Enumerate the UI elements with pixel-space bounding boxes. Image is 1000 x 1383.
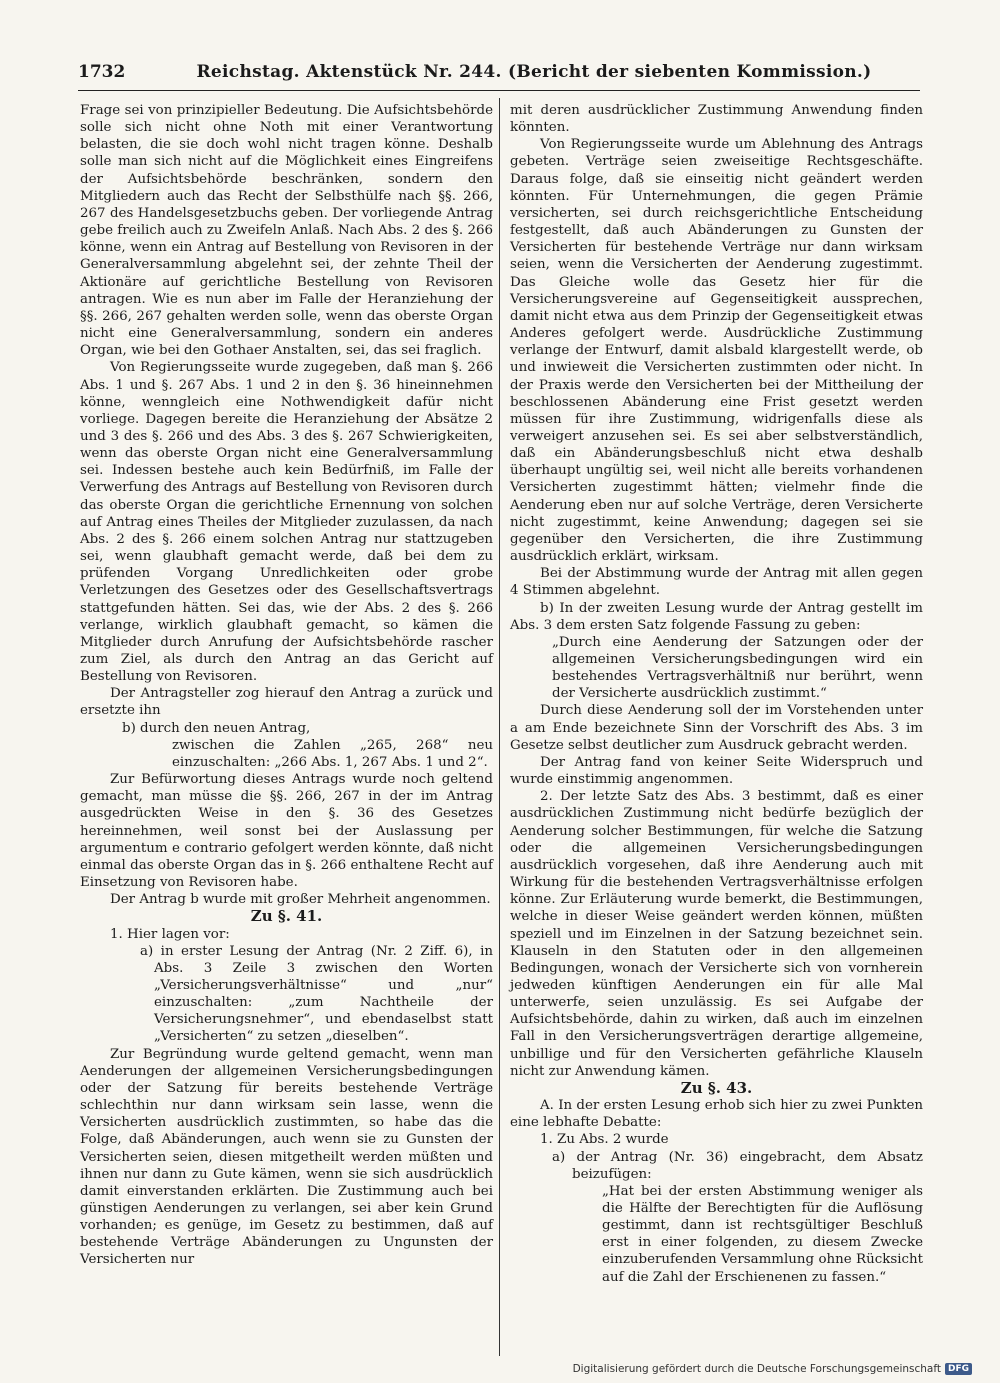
paragraph: Der Antrag fand von keiner Seite Widerspruch und wurde einstimmig angenommen.: [510, 754, 923, 788]
footer-credit: [573, 1363, 972, 1375]
list-item: 1. Zu Abs. 2 wurde: [540, 1132, 669, 1148]
column-divider: [499, 98, 500, 1356]
list-item: 1. Hier lagen vor:: [110, 926, 230, 942]
header-rule: [78, 90, 920, 91]
list-item: A. In der ersten Lesung erhob sich hier zu zwei Punkten eine lebhafte Debatte:: [510, 1098, 923, 1131]
running-title: Reichstag. Aktenstück Nr. 244. (Bericht der siebenten Kommission.): [196, 62, 872, 82]
list-item: b) durch den neuen Antrag,: [122, 720, 311, 736]
page-number: 1732: [78, 62, 126, 82]
right-column: [510, 102, 923, 1286]
quoted-amendment: „Durch eine Aenderung der Satzungen oder der allgemeinen Versicherungsbedingungen wird ein bestehendes Vertragsverhältniß nur berührt, wenn der Versicherte ausdrücklich zustimmt.“: [552, 634, 923, 702]
list-item: a) der Antrag (Nr. 36) eingebracht, dem Absatz beizufügen:: [552, 1149, 923, 1182]
paragraph: Von Regierungsseite wurde zugegeben, daß man §. 266 Abs. 1 und §. 267 Abs. 1 und 2 in den §. 36 hineinnehmen könne, wenngleich eine Nothwendigkeit dafür nicht vorliege. Dagegen bereite die Heranziehung der Absätze 2 und 3 des §. 266 und des Abs. 3 des §. 267 Schwierigkeiten, wenn das oberste Organ nicht eine Generalversammlung sei. Indessen bestehe auch kein Bedürfniß, im Falle der Verwerfung des Antrags auf Bestellung von Revisoren durch das oberste Organ die gerichtliche Ernennung von solchen auf Antrag eines Theiles der Mitglieder zuzulassen, da nach Abs. 2 des §. 266 einem solchen Antrag nur stattzugeben sei, wenn glaubhaft gemacht werde, daß bei dem zu prüfenden Vorgang Unredlichkeiten oder grobe Verletzungen des Gesetzes oder des Gesellschaftsvertrags stattgefunden hätten. Sei das, wie der Abs. 2 des §. 266 verlange, wirklich glaubhaft gemacht, so kämen die Mitglieder durch Anrufung der Aufsichtsbehörde rascher zum Ziel, als durch den Antrag an das Gericht auf Bestellung von Revisoren.: [80, 360, 493, 685]
left-column: [80, 102, 493, 1269]
list-item: a) in erster Lesung der Antrag (Nr. 2 Ziff. 6), in Abs. 3 Zeile 3 zwischen den Worten „Versicherungsverhältnisse“ und „nur“ einzuschalten: „zum Nachtheile der Versicherungsnehmer“, und ebendaselbst statt „Versicherten“ zu setzen „dieselben“.: [140, 943, 493, 1045]
paragraph: Bei der Abstimmung wurde der Antrag mit allen gegen 4 Stimmen abgelehnt.: [510, 566, 923, 599]
page-header: [78, 62, 920, 88]
quoted-amendment: zwischen die Zahlen „265, 268“ neu einzuschalten: „266 Abs. 1, 267 Abs. 1 und 2“.: [172, 737, 493, 770]
footer-text: Digitalisierung gefördert durch die Deutsche Forschungsgemeinschaft: [572, 1363, 941, 1375]
dfg-logo: DFG: [945, 1363, 972, 1375]
paragraph: Der Antragsteller zog hierauf den Antrag a zurück und ersetzte ihn: [80, 686, 493, 719]
paragraph: Der Antrag b wurde mit großer Mehrheit angenommen.: [110, 892, 491, 908]
paragraph: mit deren ausdrücklicher Zustimmung Anwendung finden könnten.: [510, 103, 923, 136]
paragraph: Frage sei von prinzipieller Bedeutung. Die Aufsichtsbehörde solle sich nicht ohne Noth mit einer Verantwortung belasten, die sie doch wohl nicht tragen könne. Deshalb solle man sich nicht auf die Möglichkeit eines Eingreifens der Aufsichtsbehörde beschränken, sondern den Mitgliedern auch das Recht der Selbsthülfe nach §§. 266, 267 des Handelsgesetzbuchs geben. Der vorliegende Antrag gebe freilich auch zu Zweifeln Anlaß. Nach Abs. 2 des §. 266 könne, wenn ein Antrag auf Bestellung von Revisoren in der Generalversammlung abgelehnt sei, der zehnte Theil der Aktionäre auf gerichtliche Bestellung von Revisoren antragen. Wie es nun aber im Falle der Heranziehung der §§. 266, 267 gehalten werden solle, wenn das oberste Organ nicht eine Generalversammlung, sondern ein anderes Organ, wie bei den Gothaer Anstalten, sei, das sei fraglich.: [80, 103, 493, 359]
quoted-amendment: „Hat bei der ersten Abstimmung weniger als die Hälfte der Berechtigten für die Auflösung gestimmt, dann ist rechtsgültiger Beschluß erst in einer folgenden, zu diesem Zwecke einzuberufenden Versammlung ohne Rücksicht auf die Zahl der Erschienenen zu fassen.“: [602, 1183, 923, 1285]
section-heading: Zu §. 43.: [680, 1078, 753, 1097]
paragraph: 2. Der letzte Satz des Abs. 3 bestimmt, daß es einer ausdrücklichen Zustimmung nicht bedürfe bezüglich der Aenderung solcher Bestimmungen, für welche die Satzung oder die allgemeinen Versicherungsbedingungen ausdrücklich vorgesehen, daß ihre Aenderung auch mit Wirkung für die bestehenden Vertragsverhältnisse erfolgen könne. Zur Erläuterung wurde bemerkt, die Bestimmungen, welche in dieser Weise geändert werden können, müßten speziell und im Einzelnen in der Satzung bezeichnet sein. Klauseln in den Statuten oder in den allgemeinen Bedingungen, wonach der Versicherte sich von vornherein jedweden künftigen Aenderungen ein für alle Mal unterwerfe, seien unzulässig. Es sei Aufgabe der Aufsichtsbehörde, dahin zu wirken, daß auch im einzelnen Fall in den Versicherungsverträgen derartige allgemeine, unbillige und für den Versicherten gefährliche Klauseln nicht zur Anwendung kämen.: [510, 789, 923, 1079]
paragraph: Zur Begründung wurde geltend gemacht, wenn man Aenderungen der allgemeinen Versicherungsbedingungen oder der Satzung für bereits bestehende Verträge schlechthin nur dann wirksam sein lasse, wenn die Versicherten ausdrücklich zustimmten, so habe das die Folge, daß Abänderungen, auch wenn sie zu Gunsten der Versicherten seien, diesen mitgetheilt werden müßten und ihnen nur dann zu Gute kämen, wenn sie sich ausdrücklich damit einverstanden erklärten. Die Zustimmung auch bei günstigen Aenderungen zu verlangen, sei aber kein Grund vorhanden; es genüge, im Gesetz zu bestimmen, daß auf bestehende Verträge Abänderungen zu Ungunsten der Versicherten nur: [80, 1046, 493, 1268]
paragraph: Von Regierungsseite wurde um Ablehnung des Antrags gebeten. Verträge seien zweiseitige Rechtsgeschäfte. Daraus folge, daß sie einseitig nicht geändert werden könnten. Für Unternehmungen, die gegen Prämie versicherten, sei durch reichsgerichtliche Entscheidung festgestellt, daß auch Abänderungen zu Gunsten der Versicherten für bestehende Verträge nur dann wirksam seien, wenn die Versicherten der Aenderung zugestimmt. Das Gleiche wolle das Gesetz hier für die Versicherungsvereine auf Gegenseitigkeit aussprechen, damit nicht etwa aus dem Prinzip der Gegenseitigkeit etwas Anderes gefolgert werde. Ausdrückliche Zustimmung verlange der Entwurf, damit alsbald klargestellt werde, ob und inwieweit die Versicherten zustimmten oder nicht. In der Praxis werde den Versicherten bei der Mittheilung der beschlossenen Abänderung eine Frist gesetzt werden müssen für ihre Zustimmung, widrigenfalls diese als verweigert anzusehen sei. Es sei aber selbstverständlich, daß ein Abänderungsbeschluß nicht etwa deshalb überhaupt ungültig sei, weil nicht alle bereits vorhandenen Versicherten zugestimmt hätten; vielmehr finde die Aenderung eben nur auf solche Verträge, deren Versicherte nicht zugestimmt, keine Anwendung; dagegen sei sie gegenüber den Versicherten, die ihre Zustimmung ausdrücklich erklärt, wirksam.: [510, 137, 923, 565]
section-heading: Zu §. 41.: [250, 907, 323, 926]
paragraph: Zur Befürwortung dieses Antrags wurde noch geltend gemacht, man müsse die §§. 266, 267 in der im Antrag ausgedrückten Weise in den §. 36 des Gesetzes hereinnehmen, weil sonst bei der Auslassung per argumentum e contrario gefolgert werden könnte, daß nicht einmal das oberste Organ das in §. 266 enthaltene Recht auf Einsetzung von Revisoren habe.: [80, 772, 493, 891]
paragraph: Durch diese Aenderung soll der im Vorstehenden unter a am Ende bezeichnete Sinn der Vorschrift des Abs. 3 im Gesetze selbst deutlicher zum Ausdruck gebracht werden.: [510, 703, 923, 753]
list-item: b) In der zweiten Lesung wurde der Antrag gestellt im Abs. 3 dem ersten Satz folgende Fassung zu geben:: [510, 600, 923, 633]
